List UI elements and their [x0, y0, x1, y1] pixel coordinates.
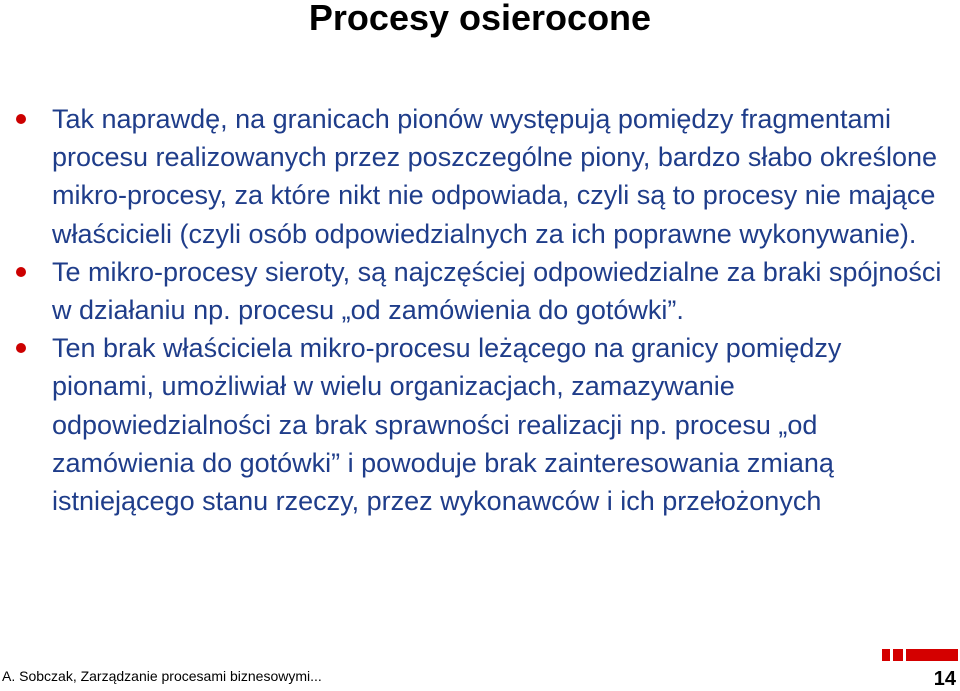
bullet-dot-icon [16, 343, 26, 353]
slide-title: Procesy osierocone [308, 0, 652, 38]
bullet-dot-icon [16, 267, 26, 277]
footer-author-text: A. Sobczak, Zarządzanie procesami biznesowymi... [2, 668, 322, 684]
bullet-text: Te mikro-procesy sieroty, są najczęściej odpowiedzialne za braki spójności w działaniu np. procesu „od zamówienia do gotówki”. [52, 256, 942, 326]
footer-bar [882, 649, 890, 661]
bullet-text: Tak naprawdę, na granicach pionów występują pomiędzy fragmentami procesu realizowanych przez poszczególne piony, bardzo słabo określone mikro-procesy, za które nikt nie odpowiada, czyli są to procesy nie mające właścicieli (czyli osób odpowiedzialnych za ich poprawne wykonywanie). [52, 104, 938, 249]
bullet-dot-icon [16, 114, 26, 124]
footer-decoration-bars [882, 649, 958, 661]
bullet-item [0, 253, 960, 329]
bullet-item [0, 329, 960, 520]
bullet-list [0, 100, 960, 520]
bullet-text: Ten brak właściciela mikro-procesu leżącego na granicy pomiędzy pionami, umożliwiał w wielu organizacjach, zamazywanie odpowiedzialności za brak sprawności realizacji np. procesu „od zamówienia do gotówki” i powoduje brak zainteresowania zmianą istniejącego stanu rzeczy, przez wykonawców i ich przełożonych [52, 333, 842, 517]
page-number: 14 [933, 668, 956, 690]
footer-bar [893, 649, 903, 661]
footer-bar [906, 649, 958, 661]
bullet-item [0, 100, 960, 253]
